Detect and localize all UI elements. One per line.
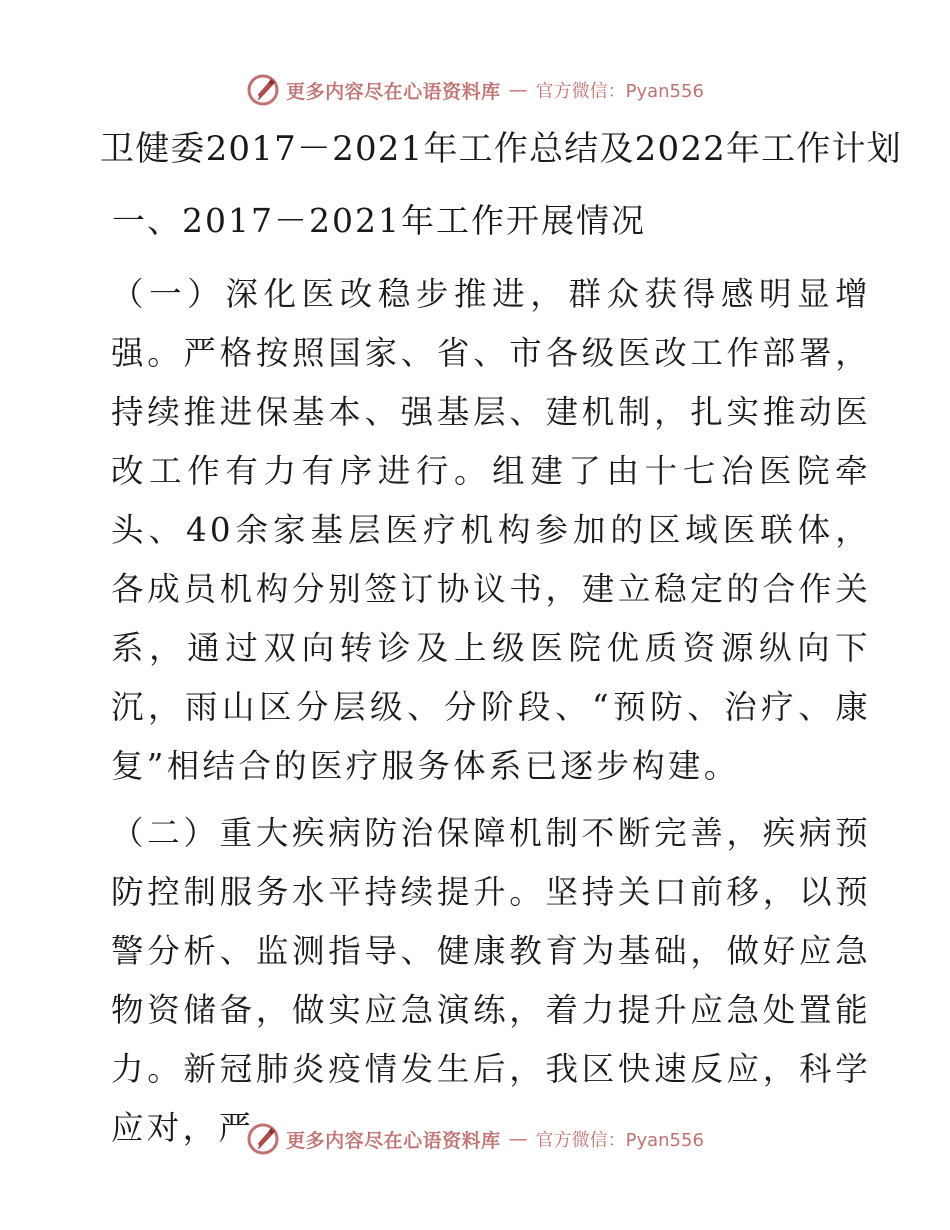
paragraph-1: （一）深化医改稳步推进，群众获得感明显增强。严格按照国家、省、市各级医改工作部署，持续推进保基本、强基层、建机制，扎实推动医改工作有力有序进行。组建了由十七冶医院牵头、40余家基层医疗机构参加的区域医联体，各成员机构分别签订协议书，建立稳定的合作关系，通过双向转诊及上级医院优质资源纵向下沉，雨山区分层级、分阶段、“预防、治疗、康复”相结合的医疗服务体系已逐步构建。: [111, 275, 871, 785]
section-heading: 一、2017－2021年工作开展情况: [112, 201, 646, 240]
pen-logo-icon: [246, 73, 280, 107]
pen-logo-icon: [246, 1122, 280, 1156]
document-title: 卫健委2017－2021年工作总结及2022年工作计划: [100, 129, 902, 169]
watermark-text: 更多内容尽在心语资料库: [286, 1129, 501, 1152]
watermark-contact: 官方微信：Pyan556: [535, 81, 704, 102]
watermark-dash: —: [508, 1128, 528, 1150]
watermark-contact: 官方微信：Pyan556: [535, 1130, 704, 1151]
watermark-text: 更多内容尽在心语资料库: [286, 80, 501, 103]
watermark-header: [0, 70, 950, 110]
paragraph-2: （二）重大疾病防治保障机制不断完善，疾病预防控制服务水平持续提升。坚持关口前移，以预警分析、监测指导、健康教育为基础，做好应急物资储备，做实应急演练，着力提升应急处置能力。新冠肺炎疫情发生后，我区快速反应，科学应对，严: [111, 814, 871, 1147]
watermark-dash: —: [508, 79, 528, 101]
watermark-footer: [0, 1119, 950, 1159]
